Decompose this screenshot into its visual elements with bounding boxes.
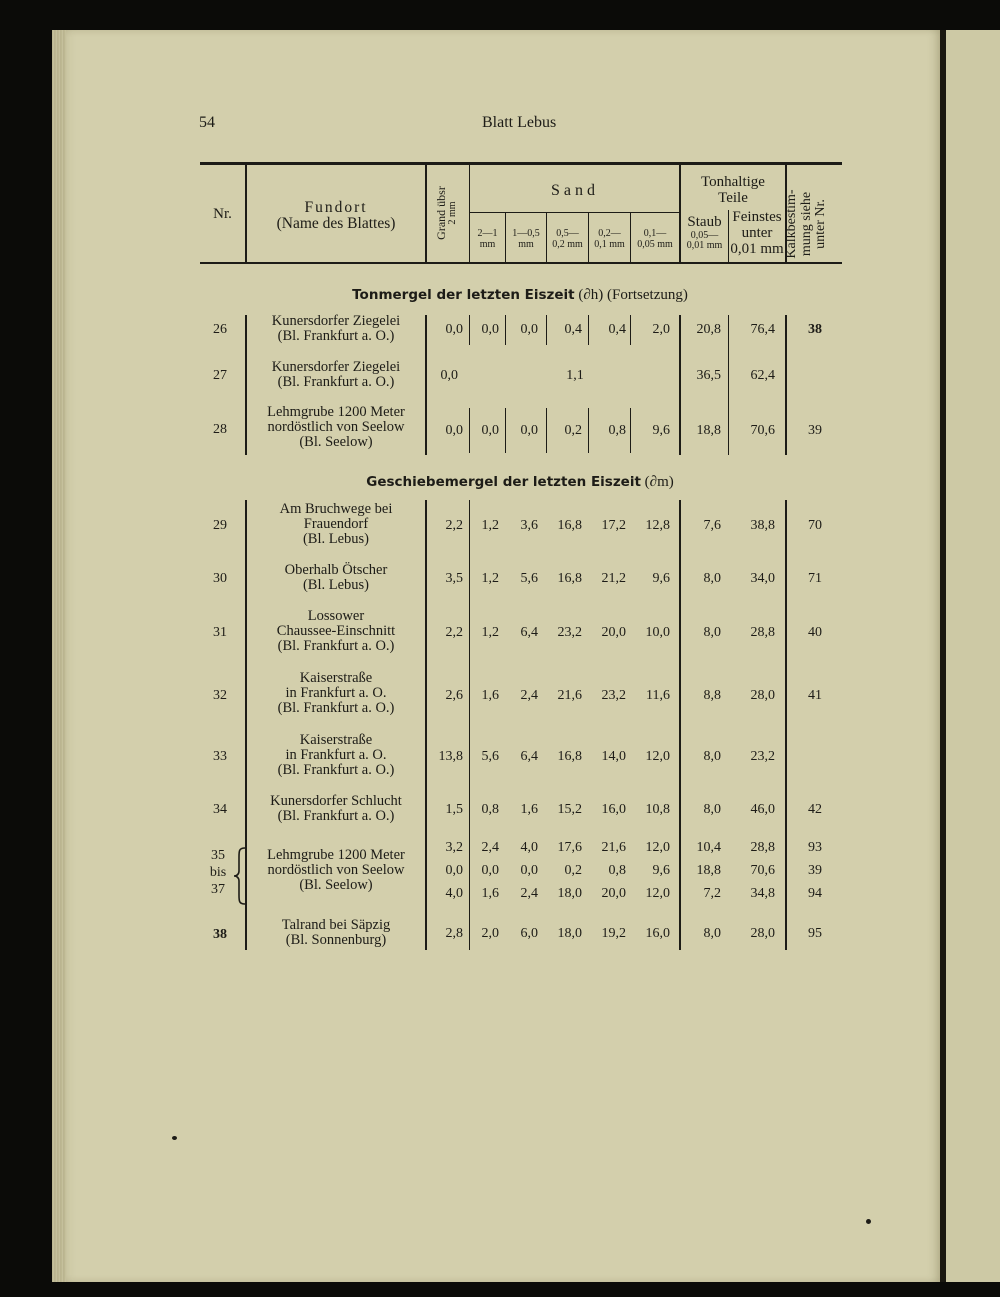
row-36-grand: 0,0	[445, 863, 463, 878]
fundort-line: Kunersdorfer Ziegelei	[271, 313, 401, 329]
header-staub	[681, 215, 728, 252]
header-fundort-title: Fundort	[304, 199, 368, 216]
row-31-kalk: 40	[808, 625, 822, 640]
ton-line2: Teile	[718, 189, 748, 206]
header-grand-line1: Grand übsr	[434, 186, 448, 240]
row-27-nr: 27	[213, 368, 227, 383]
row-38-fundort	[236, 918, 436, 948]
row-34-sand-3: 15,2	[557, 802, 582, 817]
header-sand-col-2	[506, 229, 546, 250]
row-30-sand-2: 5,6	[520, 571, 538, 586]
row-33-staub: 8,0	[703, 749, 721, 764]
row-38-staub: 8,0	[703, 926, 721, 941]
fundort-line: (Bl. Lebus)	[302, 577, 370, 594]
header-col-line	[425, 164, 427, 262]
section-heading-bold: Geschiebemergel der letzten Eiszeit	[366, 474, 641, 490]
row-35-sand-4: 21,6	[601, 840, 626, 855]
fundort-line: nordöstlich von Seelow	[267, 419, 405, 436]
fundort-line: (Bl. Sonnenburg)	[285, 932, 387, 949]
row-37-grand: 4,0	[445, 886, 463, 901]
fundort-line: (Bl. Frankfurt a. O.)	[277, 808, 395, 825]
col-line	[505, 315, 506, 345]
row-35-kalk: 93	[808, 840, 822, 855]
row-36-feinstes: 70,6	[750, 863, 775, 878]
fundort-line: (Bl. Seelow)	[299, 434, 373, 451]
row-37-nr: 37	[211, 882, 225, 897]
row-38-sand-4: 19,2	[601, 926, 626, 941]
section-heading-rest: (∂m)	[640, 474, 674, 490]
fundort-line: (Bl. Frankfurt a. O.)	[277, 700, 395, 717]
row-26-feinstes: 76,4	[750, 322, 775, 337]
ton-line1: Tonhaltige	[701, 174, 765, 190]
row-31-sand-5: 10,0	[645, 625, 670, 640]
ink-speck	[172, 1136, 177, 1140]
row-26-sand-3: 0,4	[564, 322, 582, 337]
header-nr: Nr.	[213, 206, 232, 222]
header-fundort	[247, 200, 425, 233]
row-34-fundort	[236, 794, 436, 824]
row-26-fundort	[236, 314, 436, 344]
row-32-sand-2: 2,4	[520, 688, 538, 703]
row-38-sand-5: 16,0	[645, 926, 670, 941]
row-33-feinstes: 23,2	[750, 749, 775, 764]
sand-col-5-range: 0,1—	[643, 228, 667, 239]
row-30-grand: 3,5	[445, 571, 463, 586]
row-38-sand-3: 18,0	[557, 926, 582, 941]
row-38-feinstes: 28,0	[750, 926, 775, 941]
col-line	[588, 408, 589, 453]
row-35-sand-2: 4,0	[520, 840, 538, 855]
fundort-line: Lehmgrube 1200 Meter	[267, 847, 405, 863]
staub-unit: 0,01 mm	[686, 240, 723, 252]
sand-col-3-range: 0,5—	[556, 228, 579, 239]
row-29-sand-1: 1,2	[481, 518, 499, 533]
row-34-kalk: 42	[808, 802, 822, 817]
row-33-nr: 33	[213, 749, 227, 764]
page-number: 54	[199, 114, 215, 131]
col-line	[728, 315, 729, 455]
row-34-sand-5: 10,8	[645, 802, 670, 817]
table-top-rule	[200, 162, 842, 165]
row-26-sand-2: 0,0	[520, 322, 538, 337]
sand-col-2-range: 1—0,5	[512, 228, 540, 239]
col-line	[630, 315, 631, 345]
col-line	[469, 315, 470, 345]
row-33-sand-4: 14,0	[601, 749, 626, 764]
row-37-staub: 7,2	[703, 886, 721, 901]
header-fundort-subtitle: (Name des Blattes)	[276, 215, 396, 233]
header-sand-col-3	[547, 229, 588, 250]
row-33-sand-5: 12,0	[645, 749, 670, 764]
row-27-feinstes: 62,4	[750, 368, 775, 383]
row-29-fundort	[236, 502, 436, 548]
header-sand-col-4	[589, 229, 630, 250]
row-35-sand-1: 2,4	[481, 840, 499, 855]
col-line	[630, 408, 631, 453]
row-31-grand: 2,2	[445, 625, 463, 640]
fundort-line: Chaussee-Einschnitt	[276, 623, 396, 640]
row-29-feinstes: 38,8	[750, 518, 775, 533]
fein-title: Feinstes	[732, 209, 782, 225]
row-35-sand-5: 12,0	[645, 840, 670, 855]
row-26-sand-5: 2,0	[652, 322, 670, 337]
row-38-sand-2: 6,0	[520, 926, 538, 941]
row-38-nr: 38	[213, 927, 227, 942]
row-31-feinstes: 28,8	[750, 625, 775, 640]
row-30-feinstes: 34,0	[750, 571, 775, 586]
fundort-line: Lehmgrube 1200 Meter	[267, 404, 405, 420]
ink-speck	[866, 1219, 871, 1224]
row-33-sand-1: 5,6	[481, 749, 499, 764]
row-36-sand-5: 9,6	[652, 863, 670, 878]
row-32-kalk: 41	[808, 688, 822, 703]
sand-col-4-range: 0,2—	[598, 228, 621, 239]
row-32-fundort	[236, 671, 436, 717]
row-38-sand-1: 2,0	[481, 926, 499, 941]
row-33-grand: 13,8	[438, 749, 463, 764]
col-line	[505, 408, 506, 453]
fundort-line: Kaiserstraße	[299, 732, 373, 748]
fundort-line: in Frankfurt a. O.	[285, 747, 387, 764]
row-30-sand-3: 16,8	[557, 571, 582, 586]
row-34-sand-4: 16,0	[601, 802, 626, 817]
row-26-staub: 20,8	[696, 322, 721, 337]
row-34-nr: 34	[213, 802, 227, 817]
row-35-fundort	[236, 848, 436, 894]
row-32-feinstes: 28,0	[750, 688, 775, 703]
col-line	[546, 315, 547, 345]
row-36-sand-3: 0,2	[564, 863, 582, 878]
header-grand-line2: 2 mm	[446, 201, 458, 225]
row-37-feinstes: 34,8	[750, 886, 775, 901]
col-line	[469, 500, 470, 950]
fundort-line: Lossower	[307, 608, 365, 624]
running-head: Blatt Lebus	[482, 114, 557, 131]
row-37-sand-5: 12,0	[645, 886, 670, 901]
row-30-sand-1: 1,2	[481, 571, 499, 586]
row-34-sand-2: 1,6	[520, 802, 538, 817]
row-31-staub: 8,0	[703, 625, 721, 640]
row-32-sand-5: 11,6	[646, 688, 670, 703]
row-29-sand-4: 17,2	[601, 518, 626, 533]
row-31-fundort	[236, 609, 436, 655]
row-29-sand-5: 12,8	[645, 518, 670, 533]
row-34-staub: 8,0	[703, 802, 721, 817]
fundort-line: Kaiserstraße	[299, 670, 373, 686]
fundort-line: Frauendorf	[303, 516, 369, 533]
row-31-sand-1: 1,2	[481, 625, 499, 640]
row-31-sand-4: 20,0	[601, 625, 626, 640]
row-36-sand-2: 0,0	[520, 863, 538, 878]
sand-col-5-unit: 0,05 mm	[637, 238, 673, 250]
kalk-line2: mung siehe	[798, 191, 814, 257]
row-31-sand-3: 23,2	[557, 625, 582, 640]
row-30-kalk: 71	[808, 571, 822, 586]
row-26-kalk: 38	[808, 322, 822, 337]
section-heading-tonmergel	[200, 287, 840, 304]
row-28-sand-4: 0,8	[608, 423, 626, 438]
header-grand	[435, 178, 459, 248]
kalk-line1: Kalkbestim-	[784, 189, 799, 259]
fundort-line: Kunersdorfer Ziegelei	[271, 359, 401, 375]
row-35-sand-3: 17,6	[557, 840, 582, 855]
fundort-line: nordöstlich von Seelow	[267, 862, 405, 879]
row-32-sand-4: 23,2	[601, 688, 626, 703]
header-bottom-rule	[200, 262, 842, 264]
row-36-sand-4: 0,8	[608, 863, 626, 878]
section-heading-bold: Tonmergel der letzten Eiszeit	[352, 287, 575, 303]
kalk-line3: unter Nr.	[813, 199, 829, 249]
sand-col-3-unit: 0,2 mm	[552, 238, 583, 250]
row-35-nr: 35	[211, 848, 225, 863]
header-sand: Sand	[551, 182, 599, 199]
row-29-nr: 29	[213, 518, 227, 533]
row-37-sand-4: 20,0	[601, 886, 626, 901]
row-36-staub: 18,8	[696, 863, 721, 878]
row-26-nr: 26	[213, 322, 227, 337]
header-feinstes	[729, 210, 785, 257]
row-35-feinstes: 28,8	[750, 840, 775, 855]
header-tonhaltige	[681, 175, 785, 207]
row-35-grand: 3,2	[445, 840, 463, 855]
row-29-sand-2: 3,6	[520, 518, 538, 533]
row-36-sand-1: 0,0	[481, 863, 499, 878]
row-28-sand-5: 9,6	[652, 423, 670, 438]
row-30-sand-4: 21,2	[601, 571, 626, 586]
fein-sub: unter	[741, 224, 773, 241]
sand-col-1-range: 2—1	[477, 228, 498, 239]
row-29-sand-3: 16,8	[557, 518, 582, 533]
row-29-staub: 7,6	[703, 518, 721, 533]
sand-subheader-rule	[470, 212, 680, 213]
col-line	[469, 408, 470, 453]
header-kalk	[785, 179, 837, 269]
row-35-staub: 10,4	[696, 840, 721, 855]
row-26-sand-1: 0,0	[481, 322, 499, 337]
col-line	[785, 500, 787, 950]
col-line	[679, 315, 681, 455]
col-line	[785, 315, 787, 455]
row-30-staub: 8,0	[703, 571, 721, 586]
row-28-feinstes: 70,6	[750, 423, 775, 438]
row-31-nr: 31	[213, 625, 227, 640]
row-27-staub: 36,5	[696, 368, 721, 383]
adjacent-page	[944, 30, 1000, 1282]
row-28-sand-2: 0,0	[520, 423, 538, 438]
header-sand-col-5	[631, 229, 679, 250]
sand-col-1-unit: mm	[479, 238, 496, 250]
row-38-kalk: 95	[808, 926, 822, 941]
row-37-sand-3: 18,0	[557, 886, 582, 901]
page-edge	[52, 30, 66, 1282]
staub-title: Staub	[687, 214, 722, 230]
fundort-line: (Bl. Frankfurt a. O.)	[277, 374, 395, 391]
staub-range: 0,05—	[690, 229, 719, 241]
row-26-grand: 0,0	[445, 322, 463, 337]
row-37-sand-2: 2,4	[520, 886, 538, 901]
fundort-line: (Bl. Frankfurt a. O.)	[277, 328, 395, 345]
row-31-sand-2: 6,4	[520, 625, 538, 640]
row-32-sand-1: 1,6	[481, 688, 499, 703]
section-heading-rest: (∂h) (Fortsetzung)	[574, 287, 688, 303]
section-heading-geschiebemergel	[200, 474, 840, 491]
row-27-sand-total: 1,1	[566, 368, 584, 383]
row-30-nr: 30	[213, 571, 227, 586]
row-30-sand-5: 9,6	[652, 571, 670, 586]
row-37-kalk: 94	[808, 886, 822, 901]
row-32-grand: 2,6	[445, 688, 463, 703]
row-37-sand-1: 1,6	[481, 886, 499, 901]
fundort-line: (Bl. Seelow)	[299, 877, 373, 894]
sand-col-4-unit: 0,1 mm	[594, 238, 625, 250]
row-34-feinstes: 46,0	[750, 802, 775, 817]
row-28-fundort	[236, 405, 436, 451]
fundort-line: Oberhalb Ötscher	[284, 562, 388, 578]
row-28-nr: 28	[213, 422, 227, 437]
col-line	[588, 315, 589, 345]
row-33-fundort	[236, 733, 436, 779]
header-sand-col-1	[470, 229, 505, 250]
sand-col-2-unit: mm	[518, 238, 534, 250]
row-30-fundort	[236, 563, 436, 593]
row-29-kalk: 70	[808, 518, 822, 533]
row-28-kalk: 39	[808, 423, 822, 438]
row-28-sand-3: 0,2	[564, 423, 582, 438]
row-34-grand: 1,5	[445, 802, 463, 817]
fundort-line: Talrand bei Säpzig	[281, 917, 391, 933]
fundort-line: Am Bruchwege bei	[279, 501, 393, 517]
row-33-sand-2: 6,4	[520, 749, 538, 764]
row-32-staub: 8,8	[703, 688, 721, 703]
row-29-grand: 2,2	[445, 518, 463, 533]
fundort-line: in Frankfurt a. O.	[285, 685, 387, 702]
row-35-bis: bis	[209, 865, 227, 880]
row-33-sand-3: 16,8	[557, 749, 582, 764]
row-27-grand: 0,0	[440, 368, 458, 383]
fein-unit: 0,01 mm	[730, 240, 784, 257]
row-26-sand-4: 0,4	[608, 322, 626, 337]
fundort-line: Kunersdorfer Schlucht	[270, 793, 402, 809]
fundort-line: (Bl. Frankfurt a. O.)	[277, 762, 395, 779]
row-36-kalk: 39	[808, 863, 822, 878]
row-27-fundort	[236, 360, 436, 390]
col-line	[546, 408, 547, 453]
row-28-sand-1: 0,0	[481, 423, 499, 438]
row-28-grand: 0,0	[445, 423, 463, 438]
row-34-sand-1: 0,8	[481, 802, 499, 817]
row-28-staub: 18,8	[696, 423, 721, 438]
fundort-line: (Bl. Lebus)	[302, 531, 370, 548]
col-line	[679, 500, 681, 950]
row-38-grand: 2,8	[445, 926, 463, 941]
row-32-nr: 32	[213, 688, 227, 703]
fundort-line: (Bl. Frankfurt a. O.)	[277, 638, 395, 655]
row-32-sand-3: 21,6	[557, 688, 582, 703]
